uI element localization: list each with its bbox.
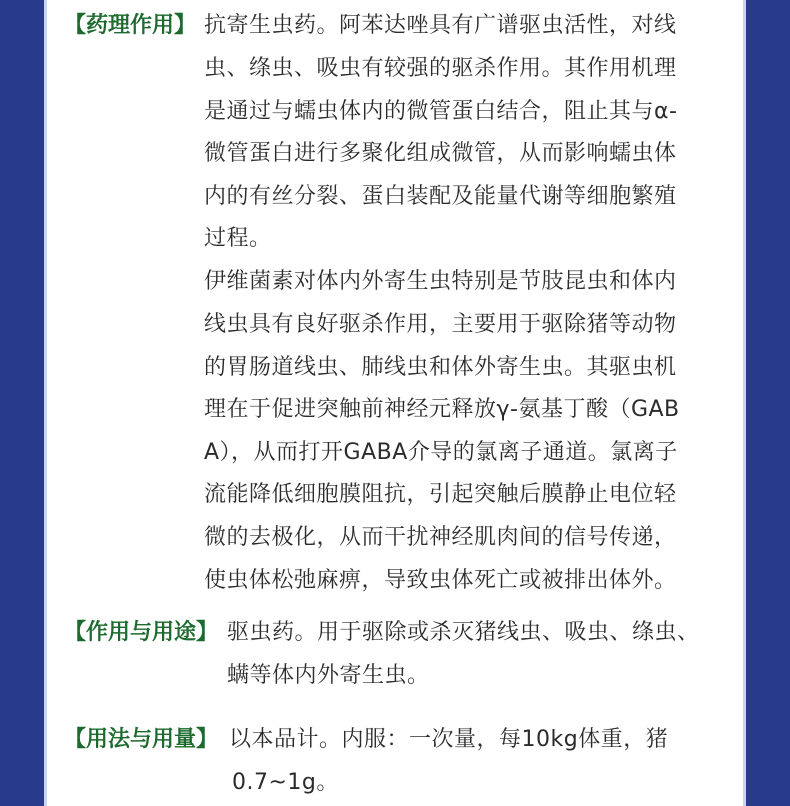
text-line: 0.7~1g。 [232, 770, 339, 795]
text-line: 使虫体松弛麻痹，导致虫体死亡或被排出体外。 [204, 568, 677, 593]
section-label-indications: 【作用与用途】 [64, 620, 219, 645]
text-line: 伊维菌素对体内外寄生虫特别是节肢昆虫和体内 [204, 269, 677, 294]
section-label-pharmacology: 【药理作用】 [64, 13, 197, 38]
text-line: 驱虫药。用于驱除或杀灭猪线虫、吸虫、绦虫、 [227, 620, 700, 645]
text-line: 螨等体内外寄生虫。 [227, 663, 430, 688]
text-line: 线虫具有良好驱杀作用，主要用于驱除猪等动物 [204, 312, 677, 337]
text-line: 内的有丝分裂、蛋白装配及能量代谢等细胞繁殖 [204, 184, 677, 209]
text-line: 微管蛋白进行多聚化组成微管，从而影响蠕虫体 [204, 141, 677, 166]
text-line: 虫、绦虫、吸虫有较强的驱杀作用。其作用机理 [204, 56, 677, 81]
text-line: 以本品计。内服：一次量，每10kg体重，猪 [229, 727, 669, 752]
text-line: 微的去极化，从而干扰神经肌肉间的信号传递， [204, 525, 677, 550]
text-line: 理在于促进突触前神经元释放γ-氨基丁酸（GAB [204, 397, 680, 422]
text-line: 是通过与蠕虫体内的微管蛋白结合，阻止其与α- [204, 99, 678, 124]
section-label-dosage: 【用法与用量】 [64, 727, 219, 752]
text-line: 流能降低细胞膜阻抗，引起突触后膜静止电位轻 [204, 482, 677, 507]
text-line: A），从而打开GABA介导的氯离子通道。氯离子 [204, 440, 678, 465]
text-line: 抗寄生虫药。阿苯达唑具有广谱驱虫活性，对线 [204, 13, 677, 38]
text-line: 的胃肠道线虫、肺线虫和体外寄生虫。其驱虫机 [204, 355, 677, 380]
text-line: 过程。 [204, 226, 272, 251]
